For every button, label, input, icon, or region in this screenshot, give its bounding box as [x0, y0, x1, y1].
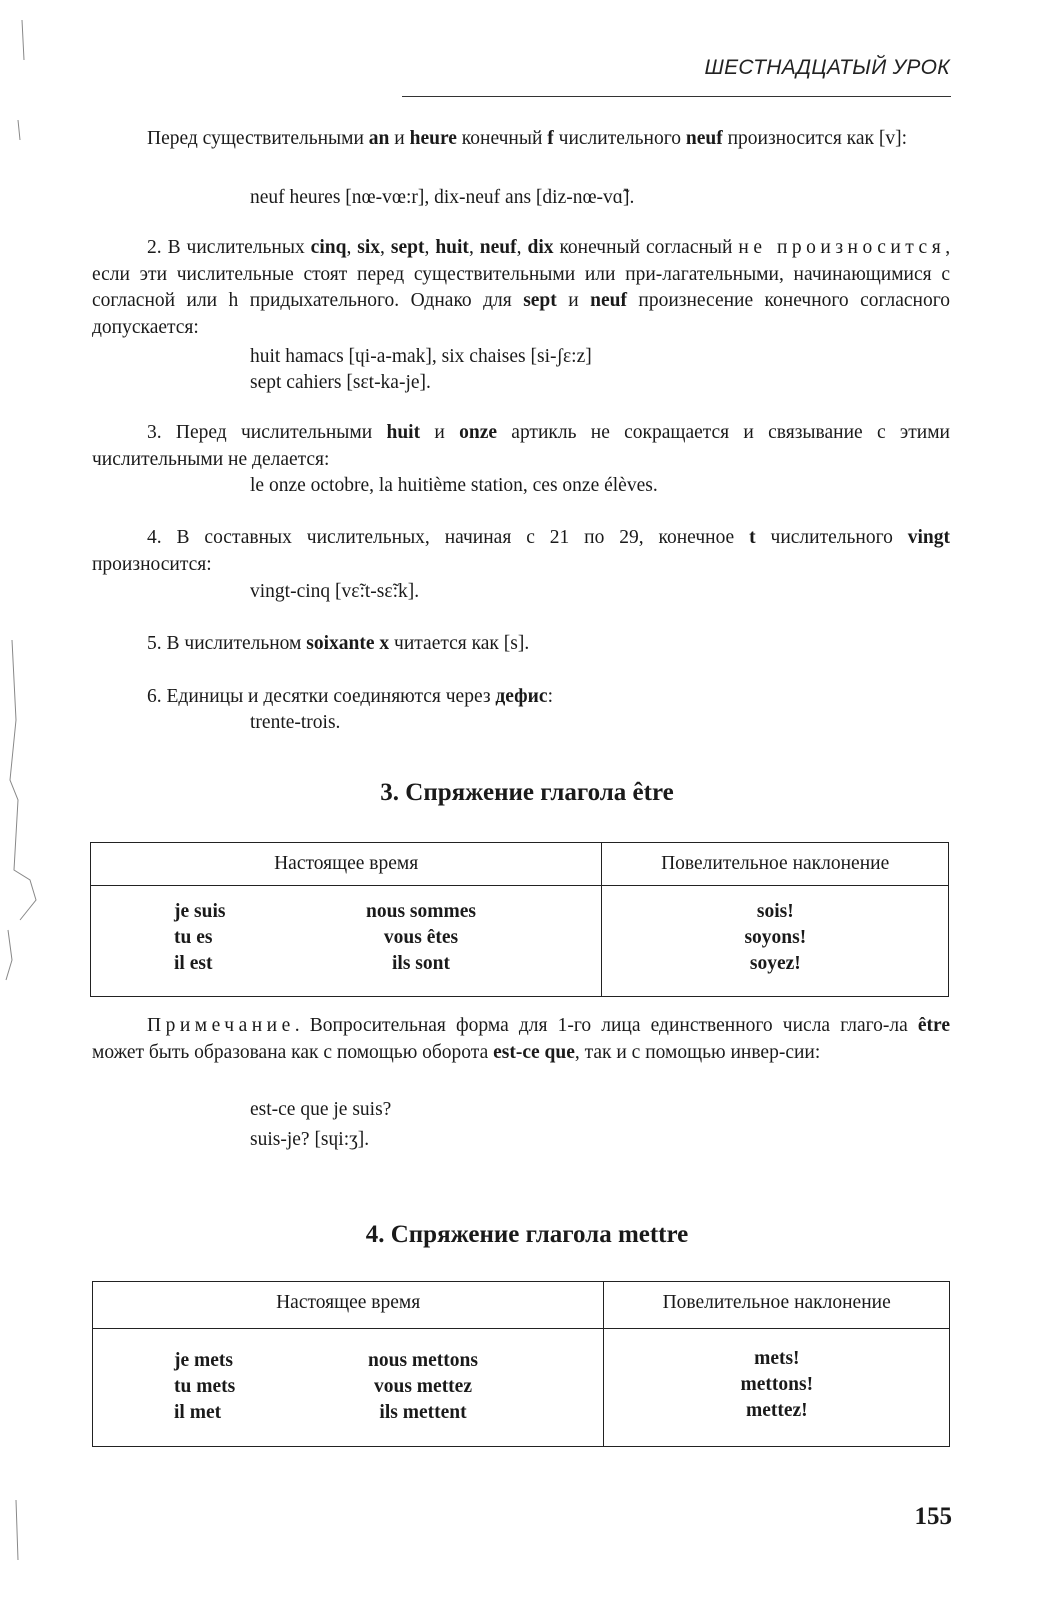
page-number: 155: [914, 1503, 952, 1530]
form-nous-mettons: nous mettons: [368, 1350, 478, 1371]
header-imperative: Повелительное наклонение: [604, 1282, 950, 1329]
form-sois: sois!: [756, 901, 794, 922]
note-label: Примечание: [147, 1015, 295, 1036]
form-il-est: il est: [174, 953, 213, 974]
example-4: vingt-cinq [vɛ̃:t-sɛ̃:k].: [250, 581, 420, 602]
example-2a: huit hamacs [ɥi-a-mak], six chaises [si-ʃɛ:z]: [250, 346, 592, 367]
running-header: ШЕСТНАДЦАТЫЙ УРОК: [704, 56, 950, 79]
header-imperative: Повелительное наклонение: [602, 843, 949, 886]
form-mettez: mettez!: [745, 1400, 808, 1421]
example-2b: sept cahiers [sɛt-ka-je].: [250, 372, 431, 393]
imperative-forms: [602, 886, 949, 997]
example-neuf: neuf heures [nœ-vœ:r], dix-neuf ans [diz-nœ-vɑ̃].: [250, 187, 635, 208]
paragraph-neuf: Перед существительными an и heure конечный f числительного neuf произносится как [v]:: [147, 128, 908, 149]
form-je-mets: je mets: [174, 1350, 234, 1371]
paragraph-2: 2. В числительных cinq, six, sept, huit, neuf, dix конечный согласный не произносится, если эти числительные стоят перед существительными или при-лагательными, начинающимися с согласной или h придыхательного. Однако для sept и neuf произнесение конечного согласного допускается:: [92, 237, 951, 338]
section-title-etre: 3. Спряжение глагола être: [380, 779, 674, 806]
section-title-mettre: 4. Спряжение глагола mettre: [365, 1221, 689, 1248]
example-note-b: suis-je? [sɥi:ʒ].: [250, 1129, 370, 1150]
form-ils-sont: ils sont: [392, 953, 450, 974]
imperative-forms: [604, 1329, 950, 1447]
present-forms: [93, 1329, 604, 1447]
note-paragraph: Примечание. Вопросительная форма для 1-го лица единственного числа глаго-ла être может быть образована как с помощью оборота est-ce que, так и с помощью инвер-сии:: [92, 1015, 950, 1063]
form-soyez: soyez!: [749, 953, 801, 974]
paragraph-5: 5. В числительном soixante x читается как [s].: [147, 633, 530, 654]
form-tu-es: tu es: [174, 927, 213, 948]
example-3: le onze octobre, la huitième station, ces onze élèves.: [250, 475, 658, 496]
form-je-suis: je suis: [174, 901, 226, 922]
header-rule: [402, 96, 951, 97]
example-6: trente-trois.: [250, 712, 341, 733]
example-note-a: est-ce que je suis?: [250, 1099, 392, 1120]
form-soyons: soyons!: [744, 927, 807, 948]
form-il-met: il met: [174, 1402, 222, 1423]
header-present: Настоящее время: [93, 1282, 604, 1329]
header-present: Настоящее время: [91, 843, 602, 886]
form-nous-sommes: nous sommes: [366, 901, 476, 922]
paragraph-3: 3. Перед числительными huit и onze артикль не сокращается и связывание с этими числительными не делается:: [92, 422, 950, 470]
form-ils-mettent: ils mettent: [379, 1402, 467, 1423]
form-mets: mets!: [754, 1348, 800, 1369]
present-forms: [91, 886, 602, 997]
conjugation-table-etre: [90, 842, 949, 997]
paragraph-6: 6. Единицы и десятки соединяются через дефис:: [147, 686, 553, 707]
conjugation-table-mettre: [92, 1281, 950, 1447]
form-vous-mettez: vous mettez: [373, 1376, 472, 1397]
form-tu-mets: tu mets: [174, 1376, 236, 1397]
form-vous-etes: vous êtes: [383, 927, 459, 948]
paragraph-4: 4. В составных числительных, начиная с 21 по 29, конечное t числительного vingt произносится:: [92, 527, 950, 575]
form-mettons: mettons!: [740, 1374, 814, 1395]
